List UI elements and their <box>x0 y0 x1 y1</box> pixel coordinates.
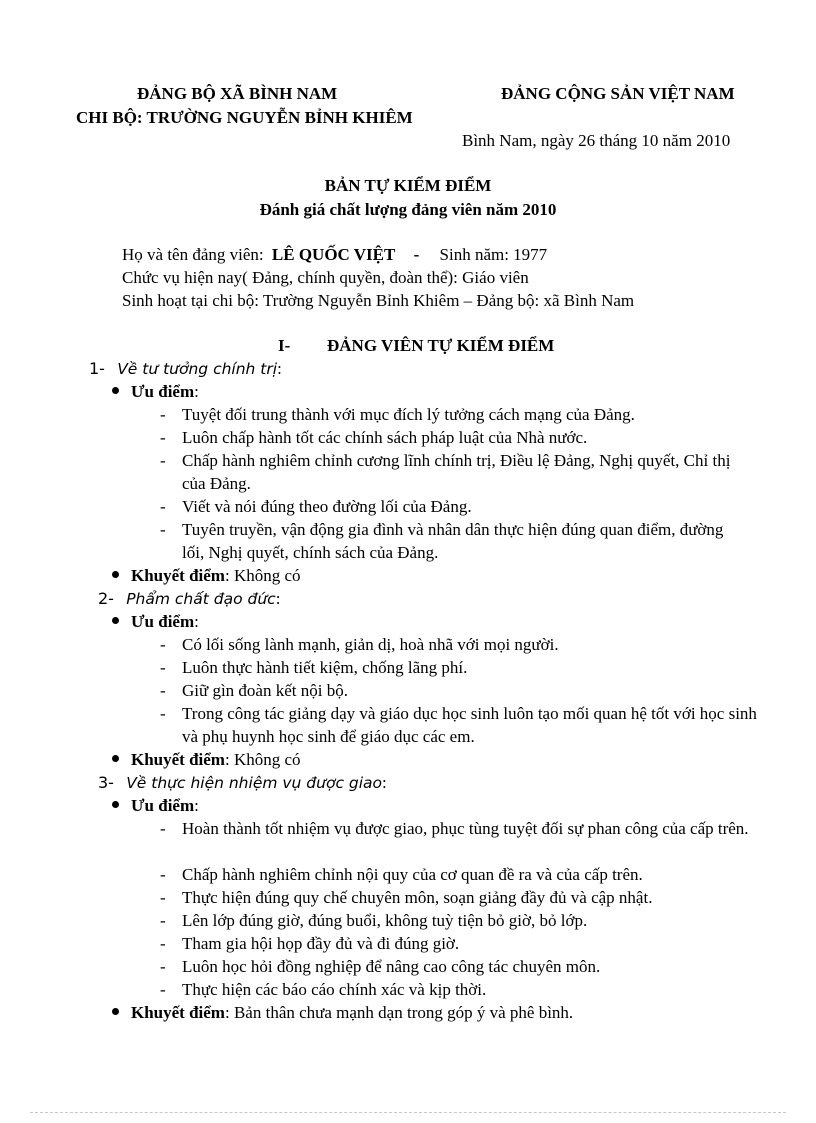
part-3-weakness: Khuyết điểm: Bản thân chưa mạnh dạn trong góp ý và phê bình. <box>112 1001 573 1024</box>
member-position: Chức vụ hiện nay( Đảng, chính quyền, đoàn thể): Giáo viên <box>122 268 529 287</box>
list-item: Chấp hành nghiêm chỉnh nội quy của cơ quan đề ra và của cấp trên. <box>182 865 643 884</box>
name-separator: - <box>413 245 420 264</box>
dash-marker: - <box>160 635 166 654</box>
bullet-icon <box>112 617 119 624</box>
bullet-icon <box>112 801 119 808</box>
document-title: BẢN TỰ KIỂM ĐIỂM <box>324 176 492 195</box>
dash-marker: - <box>160 681 166 700</box>
part-2-weakness: Khuyết điểm: Không có <box>112 748 301 771</box>
dash-marker: - <box>160 428 166 447</box>
name-label: Họ và tên đảng viên: <box>122 245 264 264</box>
list-item: Giữ gìn đoàn kết nội bộ. <box>182 681 348 700</box>
dash-marker: - <box>160 819 166 838</box>
list-item: Luôn thực hành tiết kiệm, chống lãng phí. <box>182 658 468 677</box>
part-1-heading: 1- Về tư tưởng chính trị: <box>89 359 282 378</box>
section-heading: ĐẢNG VIÊN TỰ KIỂM ĐIỂM <box>327 336 555 355</box>
list-item: Trong công tác giảng dạy và giáo dục học sinh luôn tạo mối quan hệ tốt với học sinh và phụ huynh học sinh để giáo dục các em. <box>182 704 757 746</box>
dash-marker: - <box>160 888 166 907</box>
list-item: Thực hiện các báo cáo chính xác và kịp thời. <box>182 980 487 999</box>
bullet-icon <box>112 755 119 762</box>
page-bottom-divider <box>30 1112 786 1113</box>
dash-marker: - <box>160 911 166 930</box>
list-item: Viết và nói đúng theo đường lối của Đảng. <box>182 497 472 516</box>
place-date: Bình Nam, ngày 26 tháng 10 năm 2010 <box>462 131 731 150</box>
bullet-icon <box>112 387 119 394</box>
list-item: Chấp hành nghiêm chỉnh cương lĩnh chính trị, Điều lệ Đảng, Nghị quyết, Chỉ thị của Đảng. <box>182 451 731 493</box>
list-item: Tuyên truyền, vận động gia đình và nhân dân thực hiện đúng quan điểm, đường lối, Nghị quyết, chính sách của Đảng. <box>182 520 724 562</box>
party-cell-label: CHI BỘ: TRƯỜNG NGUYỄN BỈNH KHIÊM <box>76 108 413 127</box>
list-item: Lên lớp đúng giờ, đúng buổi, không tuỳ tiện bỏ giờ, bỏ lớp. <box>182 911 588 930</box>
bullet-icon <box>112 571 119 578</box>
dash-marker: - <box>160 934 166 953</box>
list-item: Luôn chấp hành tốt các chính sách pháp luật của Nhà nước. <box>182 428 588 447</box>
dash-marker: - <box>160 451 166 470</box>
part-2-heading: 2- Phẩm chất đạo đức: <box>98 589 281 608</box>
list-item: Có lối sống lành mạnh, giản dị, hoà nhã với mọi người. <box>182 635 559 654</box>
list-item: Hoàn thành tốt nhiệm vụ được giao, phục tùng tuyệt đối sự phan công của cấp trên. <box>182 819 749 838</box>
section-numeral: I- <box>278 336 291 355</box>
part-1-strengths-label: Ưu điểm: <box>112 380 199 403</box>
bullet-icon <box>112 1008 119 1015</box>
part-2-strengths-label: Ưu điểm: <box>112 610 199 633</box>
member-activity: Sinh hoạt tại chi bộ: Trường Nguyễn Bỉnh Khiêm – Đảng bộ: xã Bình Nam <box>122 291 635 310</box>
member-name: LÊ QUỐC VIỆT <box>271 245 396 264</box>
list-item: Thực hiện đúng quy chế chuyên môn, soạn giảng đầy đủ và cập nhật. <box>182 888 653 907</box>
dash-marker: - <box>160 980 166 999</box>
dash-marker: - <box>160 405 166 424</box>
dash-marker: - <box>160 497 166 516</box>
dash-marker: - <box>160 658 166 677</box>
list-item: Luôn học hỏi đồng nghiệp để nâng cao công tác chuyên môn. <box>182 957 601 976</box>
part-3-strengths-label: Ưu điểm: <box>112 794 199 817</box>
dash-marker: - <box>160 520 166 539</box>
party-committee-label: ĐẢNG BỘ XÃ BÌNH NAM <box>137 84 338 103</box>
dash-marker: - <box>160 865 166 884</box>
list-item: Tuyệt đối trung thành với mục đích lý tưởng cách mạng của Đảng. <box>182 405 635 424</box>
party-name-label: ĐẢNG CỘNG SẢN VIỆT NAM <box>501 84 735 103</box>
dash-marker: - <box>160 957 166 976</box>
part-1-weakness: Khuyết điểm: Không có <box>112 564 301 587</box>
part-3-heading: 3- Về thực hiện nhiệm vụ được giao: <box>98 773 387 792</box>
list-item: Tham gia hội họp đầy đủ và đi đúng giờ. <box>182 934 460 953</box>
dash-marker: - <box>160 704 166 723</box>
member-info-line <box>122 243 547 266</box>
document-subtitle: Đánh giá chất lượng đảng viên năm 2010 <box>259 200 557 219</box>
birth-year: Sinh năm: 1977 <box>439 245 548 264</box>
